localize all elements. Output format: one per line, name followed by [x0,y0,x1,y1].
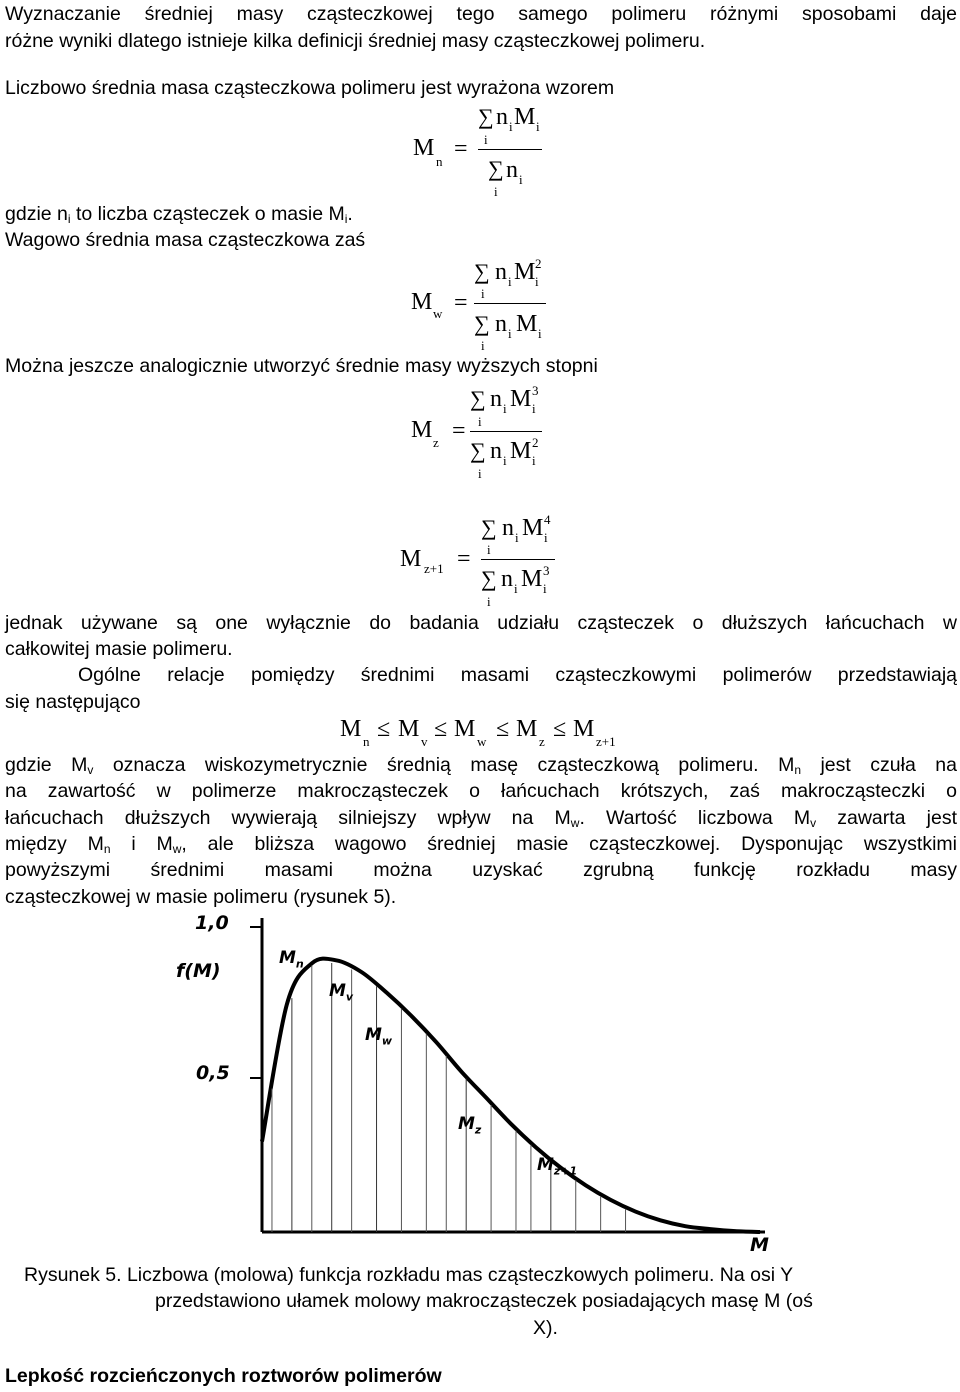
para4-line6: cząsteczkowej w masie polimeru (rysunek 5). [5,886,397,908]
caption-line3: X). [533,1317,558,1339]
para4-line4: między $M_n$ i $M_w$, ale bliższa wagowo średniej masie cząsteczkowej. Dysponując wszystkimi [5,833,957,856]
para1-line2: różne wyniki dlatego istnieje kilka definicji średniej masy cząsteczkowej polimeru. [5,30,706,52]
y-tick-05: 0,5 [196,1062,230,1084]
marker-mv: $M_v$ [329,981,354,1004]
para4-line2: na zawartość w polimerze makrocząsteczek o łańcuchach krótszych, zaś makrocząsteczki o [5,780,957,802]
intro-higher-averages: Można jeszcze analogicznie utworzyć średnie masy wyższych stopni [5,355,598,377]
para3-line3: Ogólne relacje pomiędzy średnimi masami cząsteczkowymi polimerów przedstawiają [78,664,957,686]
para4-line5: powyższymi średnimi masami można uzyskać zgrubną funkcję rozkładu masy [5,859,957,881]
para3-line4: się następująco [5,691,141,713]
caption-line2: przedstawiono ułamek molowy makrocząsteczek posiadających masę M (oś [155,1290,813,1312]
para3-line1: jednak używane są one wyłącznie do badania udziału cząsteczek o dłuższych łańcuchach w [5,612,957,634]
intro-weight-average: Wagowo średnia masa cząsteczkowa zaś [5,229,366,251]
para1-line1: Wyznaczanie średniej masy cząsteczkowej tego samego polimeru różnymi sposobami daje [5,3,957,25]
marker-mz1: $M_{z+1}$ [537,1155,578,1178]
x-axis-label: M [750,1234,769,1256]
para4-line3: łańcuchach dłuższych wywierają silniejszy wpływ na $M_w$. Wartość liczbowa $M_v$ zawarta jest [5,807,957,830]
marker-mn: $M_n$ [279,948,304,971]
intro-number-average: Liczbowo średnia masa cząsteczkowa polimeru jest wyrażona wzorem [5,77,615,99]
caption-line1: Rysunek 5. Liczbowa (molowa) funkcja rozkładu mas cząsteczkowych polimeru. Na osi Y [24,1264,794,1286]
where-ni-line: gdzie $n_i$ to liczba cząsteczek o masie $M_i$. [5,203,353,226]
section-heading: Lepkość rozcieńczonych roztworów polimerów [5,1365,442,1387]
para3-line2: całkowitej masie polimeru. [5,638,233,660]
para4-line1: gdzie $M_v$ oznacza wiskozymetrycznie średnią masę cząsteczkową polimeru. $M_n$ jest czuła na [5,754,957,777]
y-axis-label: f(M) [176,960,221,982]
y-tick-1: 1,0 [195,912,229,934]
marker-mw: $M_w$ [365,1025,393,1048]
marker-mz: $M_z$ [458,1114,482,1137]
